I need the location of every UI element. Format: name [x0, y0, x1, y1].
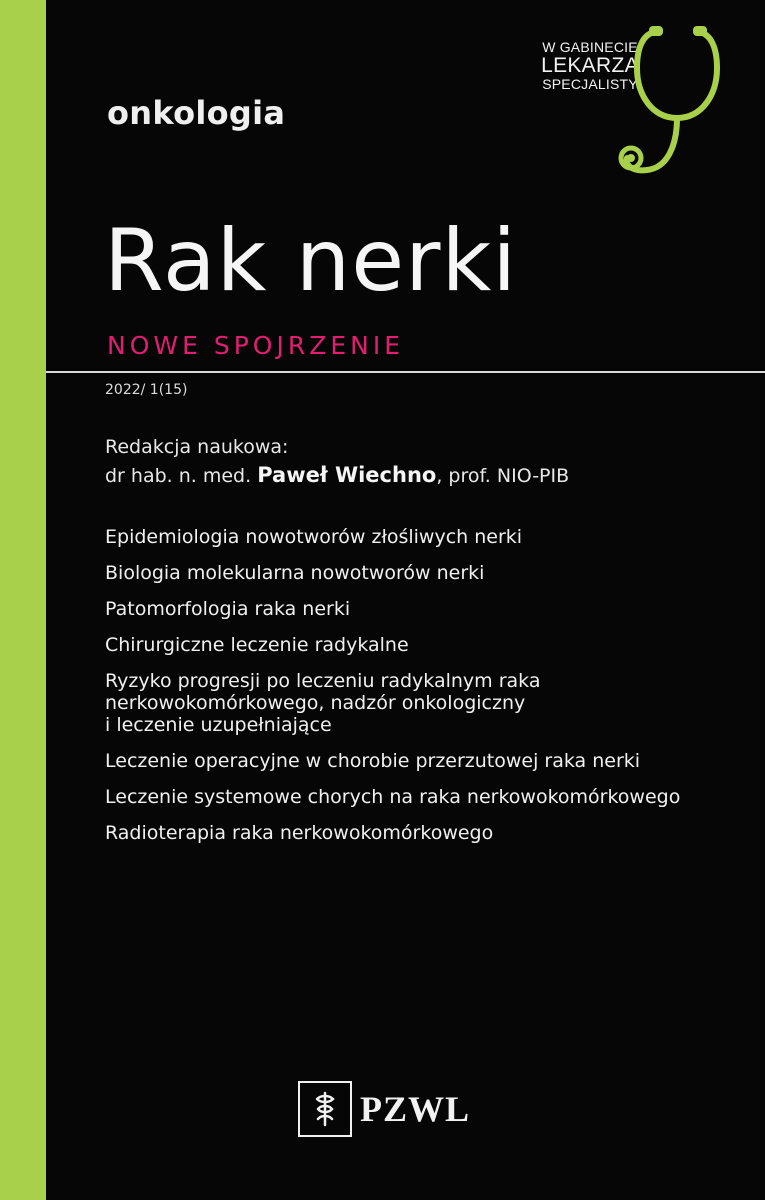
toc-item: Leczenie operacyjne w chorobie przerzutowej raka nerki — [105, 750, 641, 772]
book-subtitle: NOWE SPOJRZENIE — [107, 331, 404, 360]
toc-item: Leczenie systemowe chorych na raka nerkowokomórkowego — [105, 786, 681, 808]
toc-item-line: nerkowokomórkowego, nadzór onkologiczny — [105, 692, 526, 714]
book-title: Rak nerki — [104, 211, 518, 311]
editor-prefix: dr hab. n. med. — [105, 465, 252, 487]
editor-line — [105, 463, 569, 487]
badge-line-2: LEKARZA — [541, 53, 639, 77]
green-side-bar — [0, 0, 46, 1200]
toc-item: Biologia molekularna nowotworów nerki — [105, 562, 485, 584]
badge-line-3: SPECJALISTY — [542, 75, 638, 92]
publisher-name: PZWL — [360, 1089, 471, 1129]
pzwl-logo-icon — [298, 1081, 352, 1137]
toc-item-line: Ryzyko progresji po leczeniu radykalnym raka — [105, 670, 541, 692]
toc-item: Patomorfologia raka nerki — [105, 598, 351, 620]
publisher-logo — [298, 1080, 470, 1138]
editor-suffix: , prof. NIO-PIB — [436, 465, 570, 487]
toc-item-multiline — [105, 670, 745, 736]
editor-name: Paweł Wiechno — [257, 463, 437, 487]
issue-number: 2022/ 1(15) — [105, 382, 188, 398]
toc-item: Radioterapia raka nerkowokomórkowego — [105, 822, 494, 844]
divider-line — [46, 371, 765, 373]
series-label: onkologia — [107, 94, 286, 132]
editor-label: Redakcja naukowa: — [105, 436, 289, 458]
toc-item: Epidemiologia nowotworów złośliwych nerki — [105, 526, 523, 548]
stethoscope-icon — [585, 18, 735, 188]
table-of-contents — [105, 526, 745, 858]
toc-item: Chirurgiczne leczenie radykalne — [105, 634, 409, 656]
toc-item-line: i leczenie uzupełniające — [105, 714, 332, 736]
badge-line-1: W GABINECIE — [542, 39, 638, 55]
pzwl-emblem-icon — [305, 1089, 345, 1129]
